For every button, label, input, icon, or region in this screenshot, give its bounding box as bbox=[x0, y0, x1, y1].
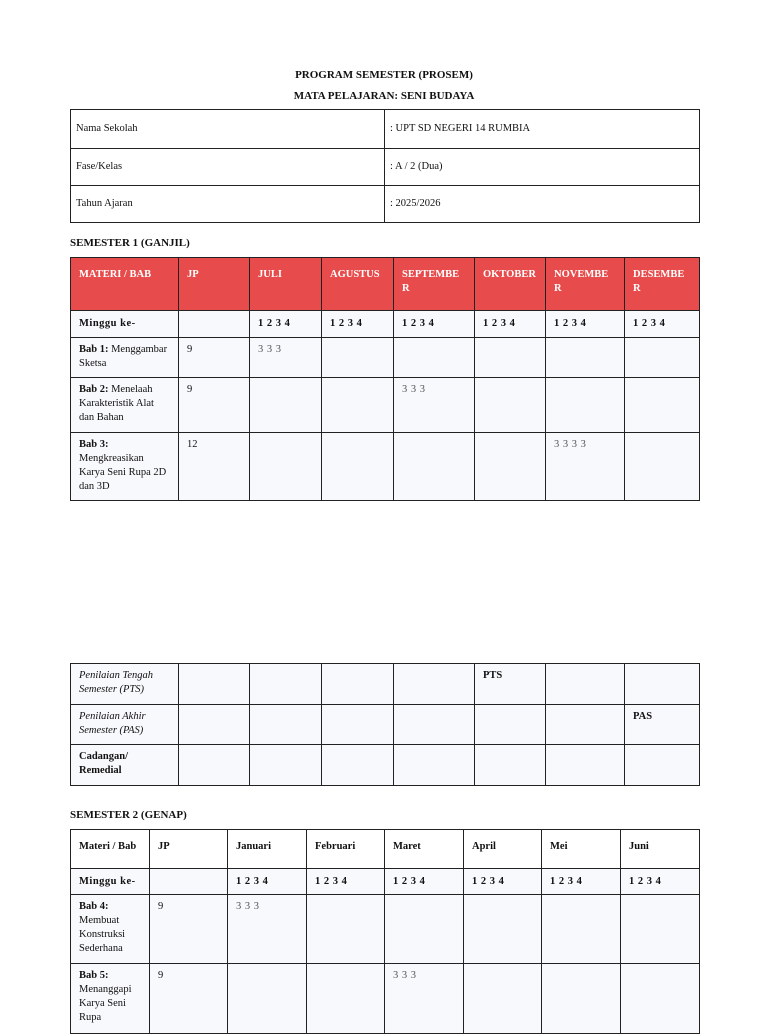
empty-cell bbox=[475, 338, 546, 378]
empty-cell bbox=[250, 378, 322, 433]
semester2-title: SEMESTER 2 (GENAP) bbox=[70, 809, 187, 821]
empty-cell bbox=[322, 745, 394, 786]
table-row bbox=[71, 433, 700, 501]
school-info-table bbox=[70, 109, 700, 223]
info-value: : A / 2 (Dua) bbox=[385, 149, 700, 186]
empty-cell bbox=[250, 433, 322, 501]
empty-cell bbox=[179, 745, 250, 786]
info-row bbox=[71, 186, 700, 223]
bab-label: Bab 1: bbox=[79, 344, 109, 355]
empty-cell bbox=[621, 895, 700, 964]
cadangan-label-text: Cadangan/ Remedial bbox=[79, 751, 129, 776]
pas-row bbox=[71, 705, 700, 745]
header-februari: Februari bbox=[307, 830, 385, 869]
pts-mark bbox=[475, 664, 546, 705]
header-januari: Januari bbox=[228, 830, 307, 869]
jp-value: 9 bbox=[150, 895, 228, 964]
empty-cell bbox=[322, 433, 394, 501]
empty-cell bbox=[394, 433, 475, 501]
header-maret: Maret bbox=[385, 830, 464, 869]
bab-label: Bab 4: bbox=[79, 901, 109, 912]
empty-cell bbox=[394, 745, 475, 786]
week-allocation: 3 3 3 bbox=[250, 338, 322, 378]
empty-cell bbox=[322, 338, 394, 378]
info-row bbox=[71, 110, 700, 149]
minggu-label: Minggu ke- bbox=[71, 311, 179, 338]
empty-cell bbox=[546, 745, 625, 786]
week-numbers: 1 2 3 4 bbox=[307, 869, 385, 895]
empty-cell bbox=[475, 433, 546, 501]
empty-cell bbox=[464, 964, 542, 1034]
week-numbers: 1 2 3 4 bbox=[475, 311, 546, 338]
table-row bbox=[71, 338, 700, 378]
empty-cell bbox=[322, 378, 394, 433]
semester2-header-row bbox=[71, 830, 700, 869]
pas-label: Penilaian Akhir Semester (PAS) bbox=[71, 705, 179, 745]
empty-cell bbox=[394, 705, 475, 745]
week-numbers: 1 2 3 4 bbox=[322, 311, 394, 338]
empty-cell bbox=[322, 664, 394, 705]
semester1-header-row bbox=[71, 258, 700, 311]
table-row bbox=[71, 895, 700, 964]
week-allocation: 3 3 3 bbox=[385, 964, 464, 1034]
empty-cell bbox=[464, 895, 542, 964]
jp-value: 9 bbox=[150, 964, 228, 1034]
week-numbers: 1 2 3 4 bbox=[228, 869, 307, 895]
pas-mark-text: PAS bbox=[633, 711, 653, 722]
bab-title: Membuat Konstruksi Sederhana bbox=[79, 915, 126, 954]
bab-title: Menggambar Sketsa bbox=[79, 344, 168, 369]
bab-cell bbox=[71, 895, 150, 964]
empty-cell bbox=[307, 895, 385, 964]
empty-cell bbox=[625, 338, 700, 378]
info-row bbox=[71, 149, 700, 186]
pts-mark-text: PTS bbox=[483, 670, 503, 681]
empty-cell bbox=[625, 433, 700, 501]
empty-cell bbox=[394, 664, 475, 705]
header-mei: Mei bbox=[542, 830, 621, 869]
week-numbers: 1 2 3 4 bbox=[394, 311, 475, 338]
semester1-assessment-table bbox=[70, 663, 700, 786]
bab-title: Mengkreasikan Karya Seni Rupa 2D dan 3D bbox=[79, 453, 167, 492]
semester1-title: SEMESTER 1 (GANJIL) bbox=[70, 237, 190, 249]
empty-cell bbox=[475, 378, 546, 433]
header-oktober: OKTOBER bbox=[475, 258, 546, 311]
empty-cell bbox=[250, 664, 322, 705]
bab-label: Bab 5: bbox=[79, 970, 109, 981]
empty-cell bbox=[250, 705, 322, 745]
empty-cell bbox=[179, 664, 250, 705]
document-title: PROGRAM SEMESTER (PROSEM) bbox=[295, 69, 473, 81]
empty-cell bbox=[546, 378, 625, 433]
empty-cell bbox=[150, 869, 228, 895]
info-value: : UPT SD NEGERI 14 RUMBIA bbox=[385, 110, 700, 149]
table-row bbox=[71, 378, 700, 433]
empty-cell bbox=[546, 705, 625, 745]
info-label: Fase/Kelas bbox=[71, 149, 385, 186]
week-numbers: 1 2 3 4 bbox=[625, 311, 700, 338]
empty-cell bbox=[475, 745, 546, 786]
empty-cell bbox=[625, 378, 700, 433]
header-september: SEPTEMBE R bbox=[394, 258, 475, 311]
jp-value: 12 bbox=[179, 433, 250, 501]
empty-cell bbox=[475, 705, 546, 745]
bab-cell bbox=[71, 964, 150, 1034]
bab-label: Bab 3: bbox=[79, 439, 109, 450]
bab-cell bbox=[71, 338, 179, 378]
week-numbers: 1 2 3 4 bbox=[385, 869, 464, 895]
empty-cell bbox=[625, 664, 700, 705]
bab-cell bbox=[71, 433, 179, 501]
header-november: NOVEMBE R bbox=[546, 258, 625, 311]
jp-value: 9 bbox=[179, 338, 250, 378]
empty-cell bbox=[228, 964, 307, 1034]
pts-label: Penilaian Tengah Semester (PTS) bbox=[71, 664, 179, 705]
empty-cell bbox=[385, 895, 464, 964]
minggu-label: Minggu ke- bbox=[71, 869, 150, 895]
cadangan-label bbox=[71, 745, 179, 786]
jp-value: 9 bbox=[179, 378, 250, 433]
header-materi: Materi / Bab bbox=[71, 830, 150, 869]
week-numbers: 1 2 3 4 bbox=[546, 311, 625, 338]
empty-cell bbox=[546, 664, 625, 705]
empty-cell bbox=[179, 705, 250, 745]
week-allocation: 3 3 3 bbox=[394, 378, 475, 433]
document-subtitle: MATA PELAJARAN: SENI BUDAYA bbox=[293, 90, 475, 102]
pas-mark bbox=[625, 705, 700, 745]
info-value: : 2025/2026 bbox=[385, 186, 700, 223]
header-jp: JP bbox=[150, 830, 228, 869]
empty-cell bbox=[307, 964, 385, 1034]
info-label: Nama Sekolah bbox=[71, 110, 385, 149]
header-juli: JULI bbox=[250, 258, 322, 311]
week-row bbox=[71, 311, 700, 338]
info-label: Tahun Ajaran bbox=[71, 186, 385, 223]
empty-cell bbox=[394, 338, 475, 378]
pts-row bbox=[71, 664, 700, 705]
header-juni: Juni bbox=[621, 830, 700, 869]
empty-cell bbox=[621, 964, 700, 1034]
header-materi: MATERI / BAB bbox=[71, 258, 179, 311]
week-row bbox=[71, 869, 700, 895]
empty-cell bbox=[250, 745, 322, 786]
semester1-table bbox=[70, 257, 700, 501]
week-allocation: 3 3 3 bbox=[228, 895, 307, 964]
header-jp: JP bbox=[179, 258, 250, 311]
header-desember: DESEMBE R bbox=[625, 258, 700, 311]
empty-cell bbox=[542, 895, 621, 964]
table-row bbox=[71, 964, 700, 1034]
empty-cell bbox=[542, 964, 621, 1034]
header-april: April bbox=[464, 830, 542, 869]
header-agustus: AGUSTUS bbox=[322, 258, 394, 311]
week-allocation: 3 3 3 3 bbox=[546, 433, 625, 501]
cadangan-row bbox=[71, 745, 700, 786]
bab-title: Menelaah Karakteristik Alat dan Bahan bbox=[79, 384, 154, 423]
bab-title: Menanggapi Karya Seni Rupa bbox=[79, 984, 132, 1023]
semester2-table bbox=[70, 829, 700, 1034]
empty-cell bbox=[546, 338, 625, 378]
empty-cell bbox=[179, 311, 250, 338]
week-numbers: 1 2 3 4 bbox=[250, 311, 322, 338]
week-numbers: 1 2 3 4 bbox=[621, 869, 700, 895]
bab-label: Bab 2: bbox=[79, 384, 109, 395]
empty-cell bbox=[625, 745, 700, 786]
week-numbers: 1 2 3 4 bbox=[542, 869, 621, 895]
empty-cell bbox=[322, 705, 394, 745]
week-numbers: 1 2 3 4 bbox=[464, 869, 542, 895]
bab-cell bbox=[71, 378, 179, 433]
